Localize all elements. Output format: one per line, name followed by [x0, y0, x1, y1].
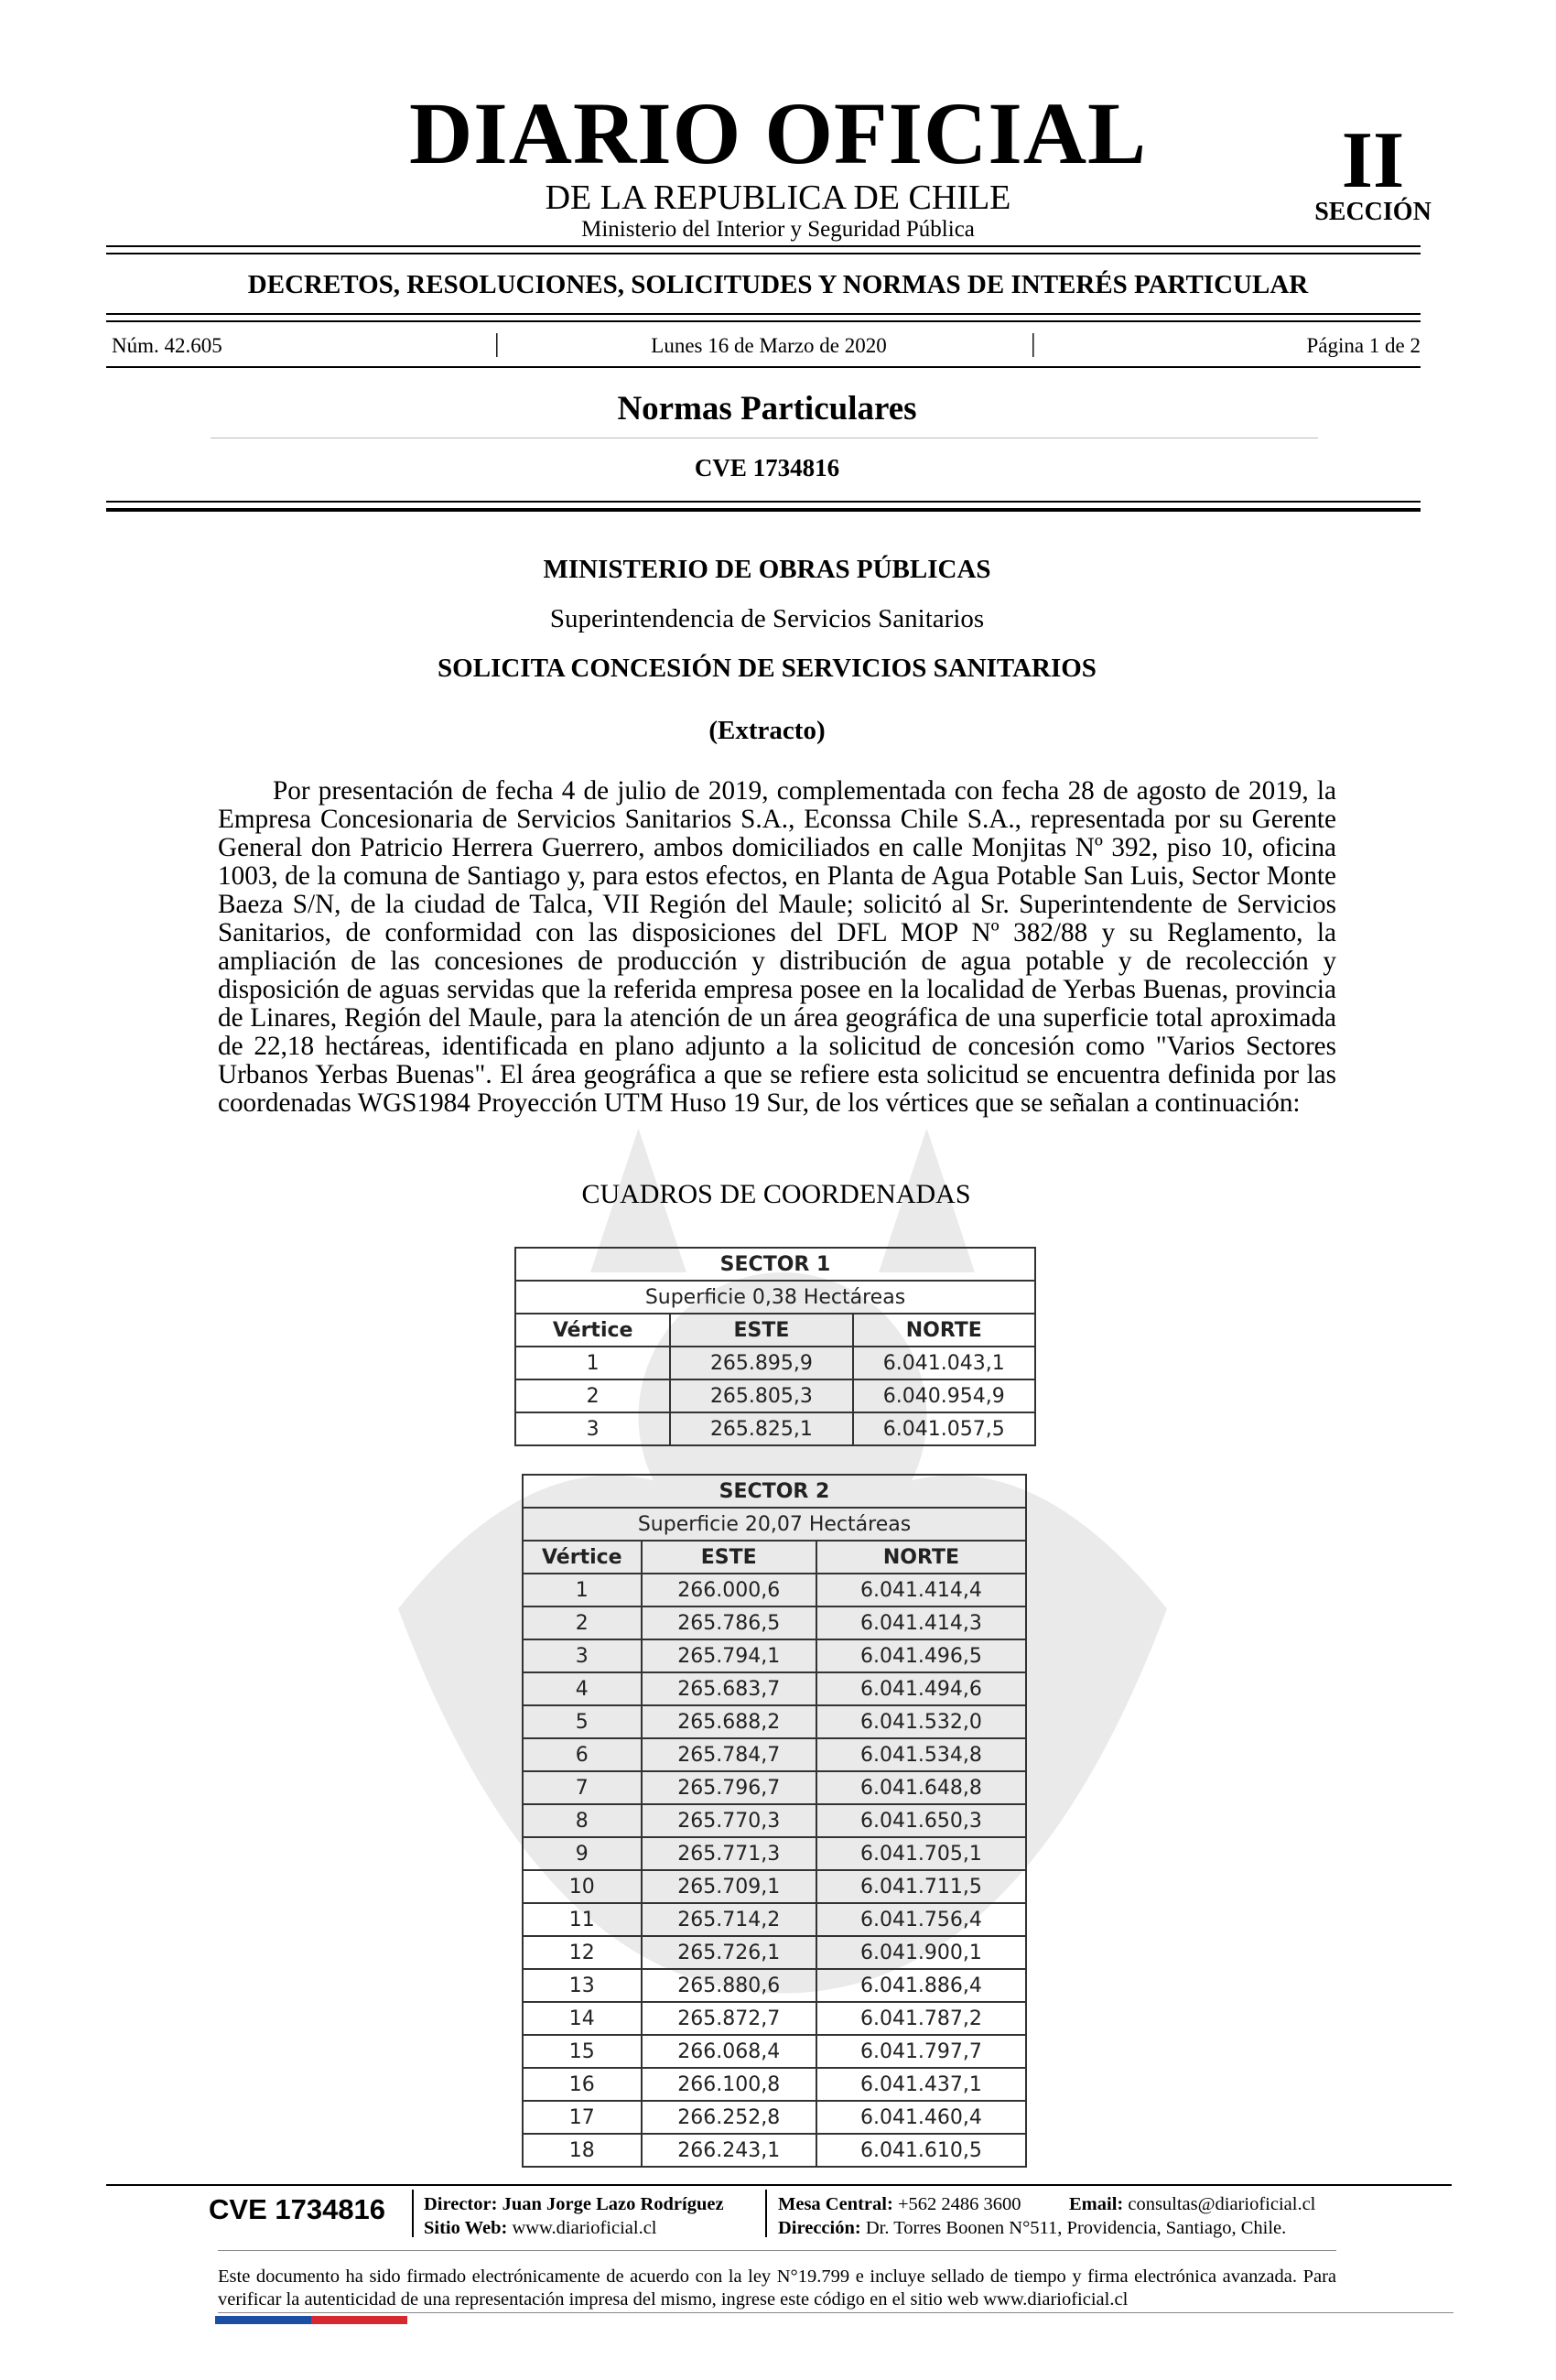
- coordinates-title: CUADROS DE COORDENADAS: [581, 1179, 971, 1209]
- column-header: ESTE: [670, 1314, 852, 1347]
- issue-number: Núm. 42.605: [112, 334, 222, 357]
- vertex-cell: 16: [523, 2068, 642, 2101]
- table-row: [523, 1969, 1026, 2002]
- este-cell: 266.252,8: [642, 2101, 816, 2134]
- vertex-cell: 13: [523, 1969, 642, 2002]
- table-row: [523, 1936, 1026, 1969]
- section-label: SECCIÓN: [1314, 198, 1432, 226]
- este-cell: 265.794,1: [642, 1639, 816, 1672]
- document-title: SOLICITA CONCESIÓN DE SERVICIOS SANITARIOS: [438, 654, 1097, 683]
- footer-divider: [412, 2190, 414, 2237]
- issue-date: Lunes 16 de Marzo de 2020: [651, 334, 887, 357]
- column-header: NORTE: [816, 1541, 1026, 1574]
- este-cell: 266.100,8: [642, 2068, 816, 2101]
- address-label: Dirección:: [778, 2218, 861, 2238]
- vertex-cell: 2: [523, 1606, 642, 1639]
- phone-label: Mesa Central:: [778, 2194, 893, 2214]
- vertex-cell: 8: [523, 1804, 642, 1837]
- email-link[interactable]: consultas@diarioficial.cl: [1128, 2194, 1316, 2214]
- norte-cell: 6.041.460,4: [816, 2101, 1026, 2134]
- este-cell: 265.872,7: [642, 2002, 816, 2035]
- este-cell: 265.709,1: [642, 1870, 816, 1903]
- body-paragraph: Por presentación de fecha 4 de julio de 2019, complementada con fecha 28 de agosto de 2019, la Empresa Concesionaria de Servicios Sanitarios S.A., Econssa Chile S.A., representada por su Gerente General don Patricio Herrera Guerrero, ambos domiciliados en calle Monjitas Nº 392, piso 10, oficina 1003, de la comuna de Santiago y, para estos efectos, en Planta de Agua Potable San Luis, Sector Monte Baeza S/N, de la ciudad de Talca, VII Región del Maule; solicitó al Sr. Superintendente de Servicios Sanitarios, de conformidad con las disposiciones del DFL MOP Nº 382/88 y su Reglamento, la ampliación de las concesiones de producción y distribución de agua potable y de recolección y disposición de aguas servidas que la referida empresa posee en la localidad de Yerbas Buenas, provincia de Linares, Región del Maule, para la atención de un área geográfica de una superficie total aproximada de 22,18 hectáreas, identificada en plano adjunto a la solicitud de concesión como "Varios Sectores Urbanos Yerbas Buenas". El área geográfica a que se refiere esta solicitud se encuentra definida por las coordenadas WGS1984 Proyección UTM Huso 19 Sur, de los vértices que se señalan a continuación:: [218, 776, 1336, 1118]
- vertex-cell: 10: [523, 1870, 642, 1903]
- norte-cell: 6.041.711,5: [816, 1870, 1026, 1903]
- norte-cell: 6.041.797,7: [816, 2035, 1026, 2068]
- vertex-cell: 12: [523, 1936, 642, 1969]
- este-cell: 266.000,6: [642, 1574, 816, 1606]
- este-cell: 266.243,1: [642, 2134, 816, 2167]
- este-cell: 265.770,3: [642, 1804, 816, 1837]
- table-title: SECTOR 2: [523, 1475, 1026, 1508]
- website-link[interactable]: www.diarioficial.cl: [512, 2218, 657, 2238]
- section-title: Normas Particulares: [617, 390, 917, 427]
- issue-separator: |: [1031, 330, 1036, 358]
- norte-cell: 6.041.414,4: [816, 1574, 1026, 1606]
- issue-separator: |: [494, 330, 500, 358]
- table-row: [523, 1606, 1026, 1639]
- footer-address: [778, 2219, 1286, 2238]
- column-header: ESTE: [642, 1541, 816, 1574]
- footer-divider: [765, 2190, 767, 2237]
- este-cell: 265.784,7: [642, 1738, 816, 1771]
- este-cell: 265.688,2: [642, 1705, 816, 1738]
- table-row: [523, 1705, 1026, 1738]
- section-numeral: II: [1341, 116, 1405, 205]
- vertex-cell: 2: [515, 1379, 670, 1412]
- vertex-cell: 18: [523, 2134, 642, 2167]
- norte-cell: 6.041.496,5: [816, 1639, 1026, 1672]
- sector-2-table: [522, 1474, 1027, 2168]
- vertex-cell: 1: [523, 1574, 642, 1606]
- table-row: [515, 1379, 1035, 1412]
- rule-issue: [106, 366, 1421, 368]
- vertex-cell: 5: [523, 1705, 642, 1738]
- este-cell: 265.726,1: [642, 1936, 816, 1969]
- table-row: [523, 1738, 1026, 1771]
- table-row: [523, 1870, 1026, 1903]
- table-row: [523, 1771, 1026, 1804]
- footer-phone: [778, 2195, 1021, 2214]
- table-row: [523, 2101, 1026, 2134]
- website-label: Sitio Web:: [424, 2218, 508, 2238]
- rule-cve: [106, 501, 1421, 503]
- rule-footer: [106, 2184, 1452, 2186]
- vertex-cell: 7: [523, 1771, 642, 1804]
- table-title: SECTOR 1: [515, 1248, 1035, 1281]
- norte-cell: 6.041.787,2: [816, 2002, 1026, 2035]
- column-header: Vértice: [515, 1314, 670, 1347]
- norte-cell: 6.041.494,6: [816, 1672, 1026, 1705]
- table-row: [523, 2002, 1026, 2035]
- vertex-cell: 3: [523, 1639, 642, 1672]
- este-cell: 265.805,3: [670, 1379, 852, 1412]
- este-cell: 265.771,3: [642, 1837, 816, 1870]
- norte-cell: 6.041.648,8: [816, 1771, 1026, 1804]
- phone-number: +562 2486 3600: [897, 2194, 1021, 2214]
- document-subtitle: (Extracto): [708, 716, 826, 745]
- footer-director: [424, 2195, 724, 2214]
- norte-cell: 6.041.650,3: [816, 1804, 1026, 1837]
- rule-top-2: [106, 253, 1421, 254]
- director-label: Director:: [424, 2194, 498, 2214]
- rule-cve-2: [106, 508, 1421, 512]
- vertex-cell: 6: [523, 1738, 642, 1771]
- norte-cell: 6.041.414,3: [816, 1606, 1026, 1639]
- table-row: [515, 1347, 1035, 1379]
- vertex-cell: 1: [515, 1347, 670, 1379]
- footer-cve-code: CVE 1734816: [209, 2193, 386, 2225]
- masthead-subtitle: DE LA REPUBLICA DE CHILE: [545, 178, 1011, 217]
- body-paragraph-container: [218, 777, 1336, 1118]
- norte-cell: 6.041.057,5: [853, 1412, 1035, 1445]
- norte-cell: 6.041.437,1: [816, 2068, 1026, 2101]
- norte-cell: 6.041.705,1: [816, 1837, 1026, 1870]
- norte-cell: 6.041.900,1: [816, 1936, 1026, 1969]
- rule-banner-2: [106, 320, 1421, 322]
- este-cell: 265.714,2: [642, 1903, 816, 1936]
- address-text: Dr. Torres Boonen N°511, Providencia, Santiago, Chile.: [865, 2218, 1287, 2238]
- rule-footer-2: [218, 2250, 1336, 2251]
- este-cell: 265.796,7: [642, 1771, 816, 1804]
- ministry-heading: MINISTERIO DE OBRAS PÚBLICAS: [543, 555, 991, 584]
- column-header: NORTE: [853, 1314, 1035, 1347]
- norte-cell: 6.041.532,0: [816, 1705, 1026, 1738]
- norte-cell: 6.041.610,5: [816, 2134, 1026, 2167]
- este-cell: 265.895,9: [670, 1347, 852, 1379]
- agency-name: Superintendencia de Servicios Sanitarios: [549, 604, 985, 633]
- table-surface: Superficie 0,38 Hectáreas: [515, 1281, 1035, 1314]
- masthead-title: DIARIO OFICIAL: [408, 84, 1148, 182]
- masthead-ministry: Ministerio del Interior y Seguridad Pública: [581, 217, 975, 242]
- norte-cell: 6.041.756,4: [816, 1903, 1026, 1936]
- rule-footer-3: [218, 2312, 1453, 2313]
- footer-legal-notice: Este documento ha sido firmado electrónicamente de acuerdo con la ley N°19.799 e incluye sellado de tiempo y firma electrónica avanzada. Para verificar la autenticidad de una representación impresa del mismo, ingrese este código en el sitio web www.diarioficial.cl: [218, 2266, 1336, 2310]
- flag-stripe-red: [311, 2316, 407, 2324]
- norte-cell: 6.040.954,9: [853, 1379, 1035, 1412]
- norte-cell: 6.041.534,8: [816, 1738, 1026, 1771]
- table-row: [523, 1639, 1026, 1672]
- rule-top: [106, 245, 1421, 247]
- sector-1-table: [514, 1247, 1036, 1446]
- column-header: Vértice: [523, 1541, 642, 1574]
- table-row: [523, 1574, 1026, 1606]
- norte-cell: 6.041.043,1: [853, 1347, 1035, 1379]
- director-name: Juan Jorge Lazo Rodríguez: [502, 2194, 724, 2214]
- este-cell: 266.068,4: [642, 2035, 816, 2068]
- este-cell: 265.825,1: [670, 1412, 852, 1445]
- este-cell: 265.880,6: [642, 1969, 816, 2002]
- banner: DECRETOS, RESOLUCIONES, SOLICITUDES Y NORMAS DE INTERÉS PARTICULAR: [247, 270, 1309, 299]
- table-surface: Superficie 20,07 Hectáreas: [523, 1508, 1026, 1541]
- rule-banner: [106, 313, 1421, 315]
- table-row: [523, 1837, 1026, 1870]
- norte-cell: 6.041.886,4: [816, 1969, 1026, 2002]
- vertex-cell: 17: [523, 2101, 642, 2134]
- cve-code: CVE 1734816: [694, 454, 840, 481]
- table-row: [523, 1672, 1026, 1705]
- footer-website: [424, 2219, 657, 2238]
- issue-page: Página 1 de 2: [1306, 334, 1421, 357]
- table-row: [523, 2068, 1026, 2101]
- table-row: [523, 2134, 1026, 2167]
- vertex-cell: 14: [523, 2002, 642, 2035]
- vertex-cell: 15: [523, 2035, 642, 2068]
- table-row: [523, 2035, 1026, 2068]
- email-label: Email:: [1069, 2194, 1124, 2214]
- sector-1-rows: [515, 1347, 1035, 1445]
- vertex-cell: 11: [523, 1903, 642, 1936]
- vertex-cell: 4: [523, 1672, 642, 1705]
- este-cell: 265.683,7: [642, 1672, 816, 1705]
- footer-email: [1069, 2195, 1315, 2214]
- table-row: [515, 1412, 1035, 1445]
- sector-2-rows: [523, 1574, 1026, 2167]
- table-row: [523, 1903, 1026, 1936]
- vertex-cell: 3: [515, 1412, 670, 1445]
- table-row: [523, 1804, 1026, 1837]
- vertex-cell: 9: [523, 1837, 642, 1870]
- este-cell: 265.786,5: [642, 1606, 816, 1639]
- flag-stripe-blue: [215, 2316, 311, 2324]
